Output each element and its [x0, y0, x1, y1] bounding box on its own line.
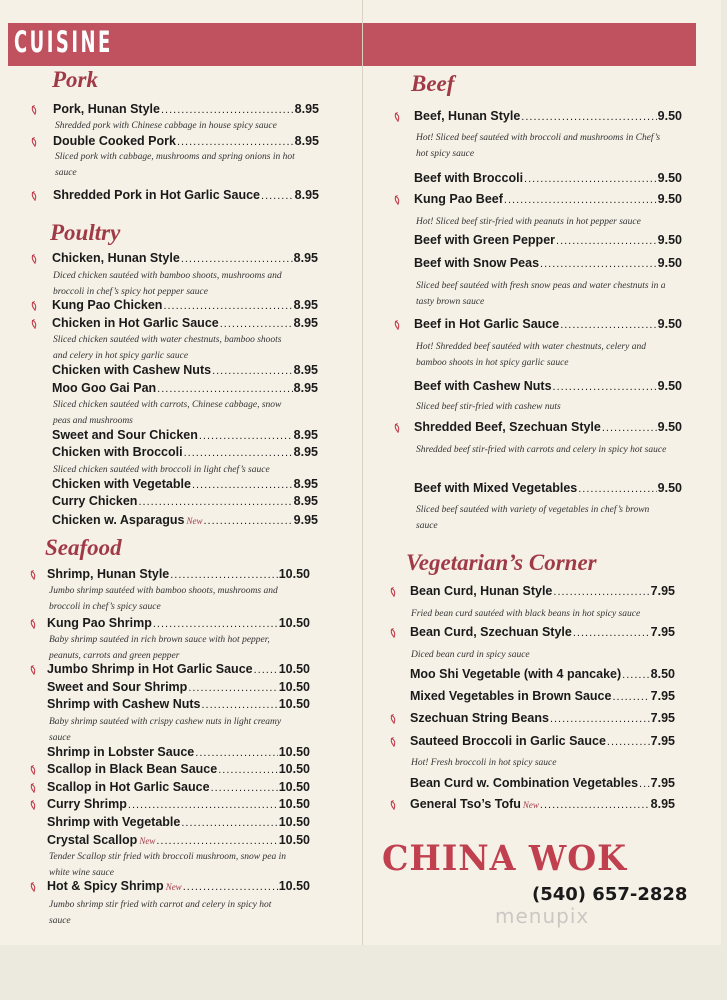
- menu-item: [52, 251, 318, 269]
- menu-item-name: Hot & Spicy Shrimp: [47, 879, 164, 893]
- menu-item-name: Beef with Mixed Vegetables: [414, 481, 578, 495]
- menu-item-description: Baby shrimp sautéed with crispy cashew nuts in light creamy sauce: [49, 717, 282, 743]
- menu-item-name: Curry Chicken: [52, 494, 138, 508]
- dot-leader: [524, 173, 657, 185]
- menu-item-name: Mixed Vegetables in Brown Sauce: [410, 689, 612, 703]
- menu-item: [47, 662, 310, 680]
- dot-leader: [556, 235, 657, 247]
- menu-item-price: 8.95: [294, 188, 319, 202]
- menu-item-name: Szechuan String Beans: [410, 711, 549, 725]
- menu-item-name: Beef with Cashew Nuts: [414, 379, 552, 393]
- menu-item-name: Chicken with Cashew Nuts: [52, 363, 212, 377]
- menu-item: [47, 745, 310, 763]
- menu-item-name: Shrimp with Vegetable: [47, 815, 181, 829]
- menu-item-description: Diced chicken sautéed with bamboo shoots, mushrooms and broccoli in chef’s spicy hot pepper sauce: [53, 271, 282, 297]
- menu-item-name: Bean Curd, Szechuan Style: [410, 625, 572, 639]
- menu-item-price: 10.50: [278, 662, 310, 676]
- new-badge: New: [165, 882, 182, 892]
- menu-item-name: Scallop in Black Bean Sauce: [47, 762, 218, 776]
- dot-leader: [560, 319, 656, 331]
- chili-pepper-icon: [393, 112, 401, 122]
- menu-item: [414, 379, 682, 397]
- new-badge: New: [139, 836, 156, 846]
- menu-item-description: Baby shrimp sautéed in rich brown sauce with hot pepper, peanuts, carrots and green pepper: [49, 635, 270, 661]
- menu-item: [410, 689, 675, 707]
- menu-item: [52, 445, 318, 463]
- menu-item-price: 9.50: [657, 256, 682, 270]
- menu-item: [410, 711, 675, 729]
- menu-item-name: Shredded Beef, Szechuan Style: [414, 420, 601, 434]
- chili-pepper-icon: [29, 783, 37, 793]
- dot-leader: [602, 422, 657, 434]
- menu-item-description: Jumbo shrimp stir fried with carrot and celery in spicy hot sauce: [49, 900, 272, 926]
- menu-item-price: 7.95: [650, 711, 675, 725]
- menu-item: [410, 776, 675, 794]
- dot-leader: [550, 713, 650, 725]
- menu-item-name: Sweet and Sour Shrimp: [47, 680, 188, 694]
- menu-item: [410, 797, 675, 815]
- menu-item: [414, 171, 682, 189]
- menu-item-price: 9.50: [657, 171, 682, 185]
- menu-item-price: 8.50: [650, 667, 675, 681]
- menu-item-name: Sauteed Broccoli in Garlic Sauce: [410, 734, 606, 748]
- chili-pepper-icon: [30, 105, 38, 115]
- menupix-watermark: menupix: [495, 904, 590, 928]
- menu-item-name: Beef in Hot Garlic Sauce: [414, 317, 560, 331]
- menu-item-price: 8.95: [293, 316, 318, 330]
- menu-item-price: 10.50: [278, 697, 310, 711]
- right-menu-page: [362, 0, 721, 945]
- menu-item-name: Curry Shrimp: [47, 797, 127, 811]
- dot-leader: [218, 764, 278, 776]
- chili-pepper-icon: [29, 619, 37, 629]
- menu-item-description: Hot! Sliced beef stir-fried with peanuts in hot pepper sauce: [416, 217, 641, 227]
- menu-item: [47, 879, 310, 897]
- dot-leader: [199, 430, 293, 442]
- chili-pepper-icon: [30, 137, 38, 147]
- chili-pepper-icon: [389, 628, 397, 638]
- menu-item-price: 10.50: [278, 567, 310, 581]
- menu-item-price: 10.50: [278, 680, 310, 694]
- right-header-bar: [363, 23, 696, 66]
- menu-item: [414, 256, 682, 274]
- menu-item: [47, 697, 310, 715]
- menu-item-description: Sliced chicken sautéed with carrots, Chinese cabbage, snow peas and mushrooms: [53, 400, 282, 426]
- menu-item-price: 9.95: [293, 513, 318, 527]
- menu-item: [52, 494, 318, 512]
- section-title-poultry: Poultry: [50, 220, 121, 245]
- menu-item-name: Kung Pao Chicken: [52, 298, 163, 312]
- dot-leader: [203, 515, 292, 527]
- menu-item-description: Jumbo shrimp sautéed with bamboo shoots, mushrooms and broccoli in chef’s spicy sauce: [49, 586, 278, 612]
- menu-item-name: Chicken with Broccoli: [52, 445, 183, 459]
- dot-leader: [202, 699, 278, 711]
- menu-item-name: Bean Curd w. Combination Vegetables: [410, 776, 639, 790]
- menu-item-description: Tender Scallop stir fried with broccoli mushroom, snow pea in white wine sauce: [49, 852, 286, 878]
- menu-item: [414, 192, 682, 210]
- chili-pepper-icon: [393, 195, 401, 205]
- menu-item: [52, 477, 318, 495]
- menu-item-name: Shrimp, Hunan Style: [47, 567, 170, 581]
- menu-item-price: 9.50: [657, 192, 682, 206]
- menu-item-price: 7.95: [650, 776, 675, 790]
- menu-item-price: 9.50: [657, 481, 682, 495]
- dot-leader: [261, 190, 294, 202]
- dot-leader: [540, 258, 657, 270]
- dot-leader: [212, 365, 293, 377]
- dot-leader: [521, 111, 656, 123]
- dot-leader: [177, 136, 294, 148]
- menu-item: [52, 428, 318, 446]
- menu-item-price: 8.95: [293, 428, 318, 442]
- menu-item-name: Shrimp in Lobster Sauce: [47, 745, 195, 759]
- menu-item-description: Hot! Sliced beef sautéed with broccoli and mushrooms in Chef’s hot spicy sauce: [416, 133, 661, 159]
- cuisine-header-bar: [8, 23, 362, 66]
- menu-item-description: Sliced chicken sautéed with broccoli in light chef’s sauce: [53, 465, 270, 475]
- menu-item-name: Kung Pao Beef: [414, 192, 503, 206]
- menu-item: [410, 734, 675, 752]
- menu-item: [414, 481, 682, 499]
- menu-item-name: Chicken, Hunan Style: [52, 251, 180, 265]
- menu-item: [52, 363, 318, 381]
- chili-pepper-icon: [29, 570, 37, 580]
- section-title-beef: Beef: [411, 71, 455, 96]
- dot-leader: [504, 194, 657, 206]
- dot-leader: [573, 627, 650, 639]
- menu-item: [410, 625, 675, 643]
- menu-item-name: Jumbo Shrimp in Hot Garlic Sauce: [47, 662, 253, 676]
- menu-item-description: Sliced pork with cabbage, mushrooms and spring onions in hot sauce: [55, 152, 295, 178]
- menu-item-price: 8.95: [293, 363, 318, 377]
- dot-leader: [181, 817, 277, 829]
- menu-item-price: 10.50: [278, 745, 310, 759]
- menu-item: [414, 109, 682, 127]
- menu-item-name: Beef with Green Pepper: [414, 233, 556, 247]
- menu-item-price: 8.95: [293, 445, 318, 459]
- dot-leader: [211, 782, 278, 794]
- menu-item-description: Shredded pork with Chinese cabbage in house spicy sauce: [55, 121, 277, 131]
- menu-item-price: 7.95: [650, 689, 675, 703]
- menu-item-price: 8.95: [293, 381, 318, 395]
- menu-item: [53, 188, 319, 206]
- menu-item-description: Diced bean curd in spicy sauce: [411, 650, 530, 660]
- menu-item-description: Hot! Shredded beef sautéed with water chestnuts, celery and bamboo shoots in hot spicy garlic sauce: [416, 342, 646, 368]
- dot-leader: [607, 736, 650, 748]
- chili-pepper-icon: [30, 301, 38, 311]
- dot-leader: [161, 104, 294, 116]
- menu-item-name: Double Cooked Pork: [53, 134, 176, 148]
- menu-item: [410, 667, 675, 685]
- menu-item-price: 8.95: [293, 494, 318, 508]
- menu-item-name: Crystal Scallop: [47, 833, 138, 847]
- menu-item-name: General Tso’s Tofu: [410, 797, 521, 811]
- section-title-seafood: Seafood: [45, 535, 122, 560]
- dot-leader: [220, 318, 293, 330]
- menu-item: [410, 584, 675, 602]
- menu-item-name: Sweet and Sour Chicken: [52, 428, 198, 442]
- menu-item: [47, 815, 310, 833]
- menu-item-price: 7.95: [650, 734, 675, 748]
- dot-leader: [153, 618, 278, 630]
- chili-pepper-icon: [30, 191, 38, 201]
- menu-item-name: Chicken w. Asparagus: [52, 513, 185, 527]
- menu-item-price: 9.50: [657, 317, 682, 331]
- dot-leader: [553, 381, 657, 393]
- menu-item-name: Beef with Snow Peas: [414, 256, 540, 270]
- chili-pepper-icon: [29, 882, 37, 892]
- menu-item: [47, 780, 310, 798]
- new-badge: New: [522, 800, 539, 810]
- menu-item-name: Beef with Broccoli: [414, 171, 524, 185]
- menu-item-name: Scallop in Hot Garlic Sauce: [47, 780, 210, 794]
- dot-leader: [639, 778, 650, 790]
- menu-item-name: Kung Pao Shrimp: [47, 616, 152, 630]
- dot-leader: [622, 669, 649, 681]
- menu-item-name: Shredded Pork in Hot Garlic Sauce: [53, 188, 261, 202]
- dot-leader: [163, 300, 292, 312]
- menu-item: [47, 680, 310, 698]
- menu-item-description: Hot! Fresh broccoli in hot spicy sauce: [411, 758, 557, 768]
- dot-leader: [170, 569, 277, 581]
- dot-leader: [128, 799, 278, 811]
- dot-leader: [195, 747, 277, 759]
- menu-item-name: Bean Curd, Hunan Style: [410, 584, 553, 598]
- menu-item-name: Moo Goo Gai Pan: [52, 381, 157, 395]
- dot-leader: [184, 447, 293, 459]
- menu-item-price: 10.50: [278, 762, 310, 776]
- dot-leader: [540, 799, 650, 811]
- chili-pepper-icon: [29, 665, 37, 675]
- cuisine-title: CUISINE: [14, 25, 113, 59]
- chili-pepper-icon: [29, 765, 37, 775]
- menu-item-price: 8.95: [293, 251, 318, 265]
- menu-item-description: Sliced beef stir-fried with cashew nuts: [416, 402, 561, 412]
- chili-pepper-icon: [393, 320, 401, 330]
- menu-item-price: 7.95: [650, 584, 675, 598]
- dot-leader: [578, 483, 656, 495]
- chili-pepper-icon: [389, 737, 397, 747]
- chili-pepper-icon: [29, 800, 37, 810]
- menu-item: [52, 298, 318, 316]
- section-title-pork: Pork: [52, 67, 98, 92]
- dot-leader: [254, 664, 278, 676]
- menu-item-price: 10.50: [278, 879, 310, 893]
- menu-item-price: 8.95: [294, 102, 319, 116]
- menu-item-price: 8.95: [294, 134, 319, 148]
- dot-leader: [156, 835, 277, 847]
- chili-pepper-icon: [30, 254, 38, 264]
- restaurant-name: CHINA WOK: [382, 838, 627, 879]
- chili-pepper-icon: [30, 319, 38, 329]
- menu-item: [414, 317, 682, 335]
- menu-item-description: Sliced chicken sautéed with water chestnuts, bamboo shoots and celery in hot spicy garlic sauce: [53, 335, 282, 361]
- menu-item-name: Pork, Hunan Style: [53, 102, 160, 116]
- dot-leader: [553, 586, 649, 598]
- dot-leader: [138, 496, 292, 508]
- dot-leader: [181, 253, 293, 265]
- dot-leader: [612, 691, 649, 703]
- menu-item: [52, 513, 318, 531]
- menu-item-name: Beef, Hunan Style: [414, 109, 521, 123]
- dot-leader: [157, 383, 292, 395]
- menu-item: [414, 233, 682, 251]
- left-menu-page: [0, 0, 362, 945]
- menu-item: [414, 420, 682, 438]
- menu-item-price: 9.50: [657, 379, 682, 393]
- menu-item-price: 7.95: [650, 625, 675, 639]
- menu-item: [47, 797, 310, 815]
- menu-item-name: Shrimp with Cashew Nuts: [47, 697, 201, 711]
- chili-pepper-icon: [389, 714, 397, 724]
- new-badge: New: [186, 516, 203, 526]
- chili-pepper-icon: [389, 587, 397, 597]
- menu-item-price: 10.50: [278, 797, 310, 811]
- restaurant-phone: (540) 657-2828: [532, 884, 688, 905]
- menu-item-description: Sliced beef sautéed with variety of vegetables in chef’s brown sauce: [416, 505, 650, 531]
- menu-item-price: 8.95: [650, 797, 675, 811]
- menu-item: [47, 762, 310, 780]
- section-title-vegetarian: Vegetarian’s Corner: [406, 550, 597, 575]
- menu-item-price: 10.50: [278, 616, 310, 630]
- menu-item-price: 10.50: [278, 780, 310, 794]
- menu-item-description: Shredded beef stir-fried with carrots and celery in spicy hot sauce: [416, 445, 667, 455]
- menu-item-price: 8.95: [293, 298, 318, 312]
- dot-leader: [192, 479, 293, 491]
- menu-item-price: 9.50: [657, 233, 682, 247]
- menu-item-description: Fried bean curd sautéed with black beans in hot spicy sauce: [411, 609, 641, 619]
- menu-item-price: 10.50: [278, 833, 310, 847]
- menu-item-description: Sliced beef sautéed with fresh snow peas and water chestnuts in a tasty brown sauce: [416, 281, 666, 307]
- menu-item-price: 10.50: [278, 815, 310, 829]
- menu-item-name: Chicken in Hot Garlic Sauce: [52, 316, 219, 330]
- chili-pepper-icon: [389, 800, 397, 810]
- menu-item-price: 9.50: [657, 420, 682, 434]
- menu-item-price: 9.50: [657, 109, 682, 123]
- dot-leader: [188, 682, 277, 694]
- menu-item-price: 8.95: [293, 477, 318, 491]
- menu-item-name: Chicken with Vegetable: [52, 477, 191, 491]
- menu-item-name: Moo Shi Vegetable (with 4 pancake): [410, 667, 622, 681]
- dot-leader: [183, 881, 278, 893]
- chili-pepper-icon: [393, 423, 401, 433]
